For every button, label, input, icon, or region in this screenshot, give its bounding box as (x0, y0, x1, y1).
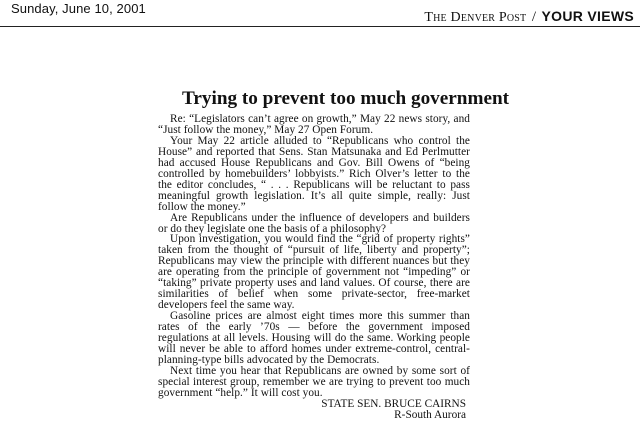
header-rule (0, 26, 640, 27)
masthead-separator: / (531, 9, 537, 25)
signature-district: R-South Aurora (394, 408, 466, 421)
paragraph-body: Next time you hear that Republicans are owned by some sort of special interest group, remember we are trying to prevent too much government “help.” It will cost you. (158, 364, 470, 399)
headline: Trying to prevent too much government (182, 88, 510, 109)
publication-name: The Denver Post (424, 10, 527, 25)
section-name: YOUR VIEWS (541, 8, 634, 24)
publication-date: Sunday, June 10, 2001 (11, 1, 146, 16)
masthead (424, 9, 634, 25)
paragraph-body: Gasoline prices are almost eight times more this summer than rates of the early ’70s — before the government imposed regulations at all levels. Housing will do the same. Working people will never be able to afford homes under extreme-control, central-planning-type bills advocated by the Democrats. (158, 310, 470, 366)
letter-article (158, 88, 510, 421)
paragraph-reference: Re: “Legislators can’t agree on growth,” May 22 news story, and “Just follow the money,” May 27 Open Forum. (158, 113, 470, 136)
signature-name: STATE SEN. BRUCE CAIRNS (321, 397, 466, 410)
paragraph-body: Upon investigation, you would find the “grid of property rights” taken from the thought of “pursuit of life, liberty and property”; Republicans may view the principle with different nuances but they are operating from the principle of government not “impeding” or “taking” private property uses and land values. Of course, there are similarities of belief when some private-sector, free-market developers feel the same way. (158, 233, 470, 312)
paragraph-body: Are Republicans under the influence of developers and builders or do they legislate one the basis of a philosophy? (158, 211, 470, 235)
paragraph-body: Your May 22 article alluded to “Republicans who control the House” and reported that Sens. Stan Matsunaka and Ed Perlmutter had accused House Republicans and Gov. Bill Owens of “being controlled by homebuilders’ lobbyists.” Rich Olver’s letter to the the editor concludes, “ . . . Republicans will be reluctant to pass meaningful growth legislation. It’s all quite simple, really: Just follow the money.” (158, 134, 470, 213)
